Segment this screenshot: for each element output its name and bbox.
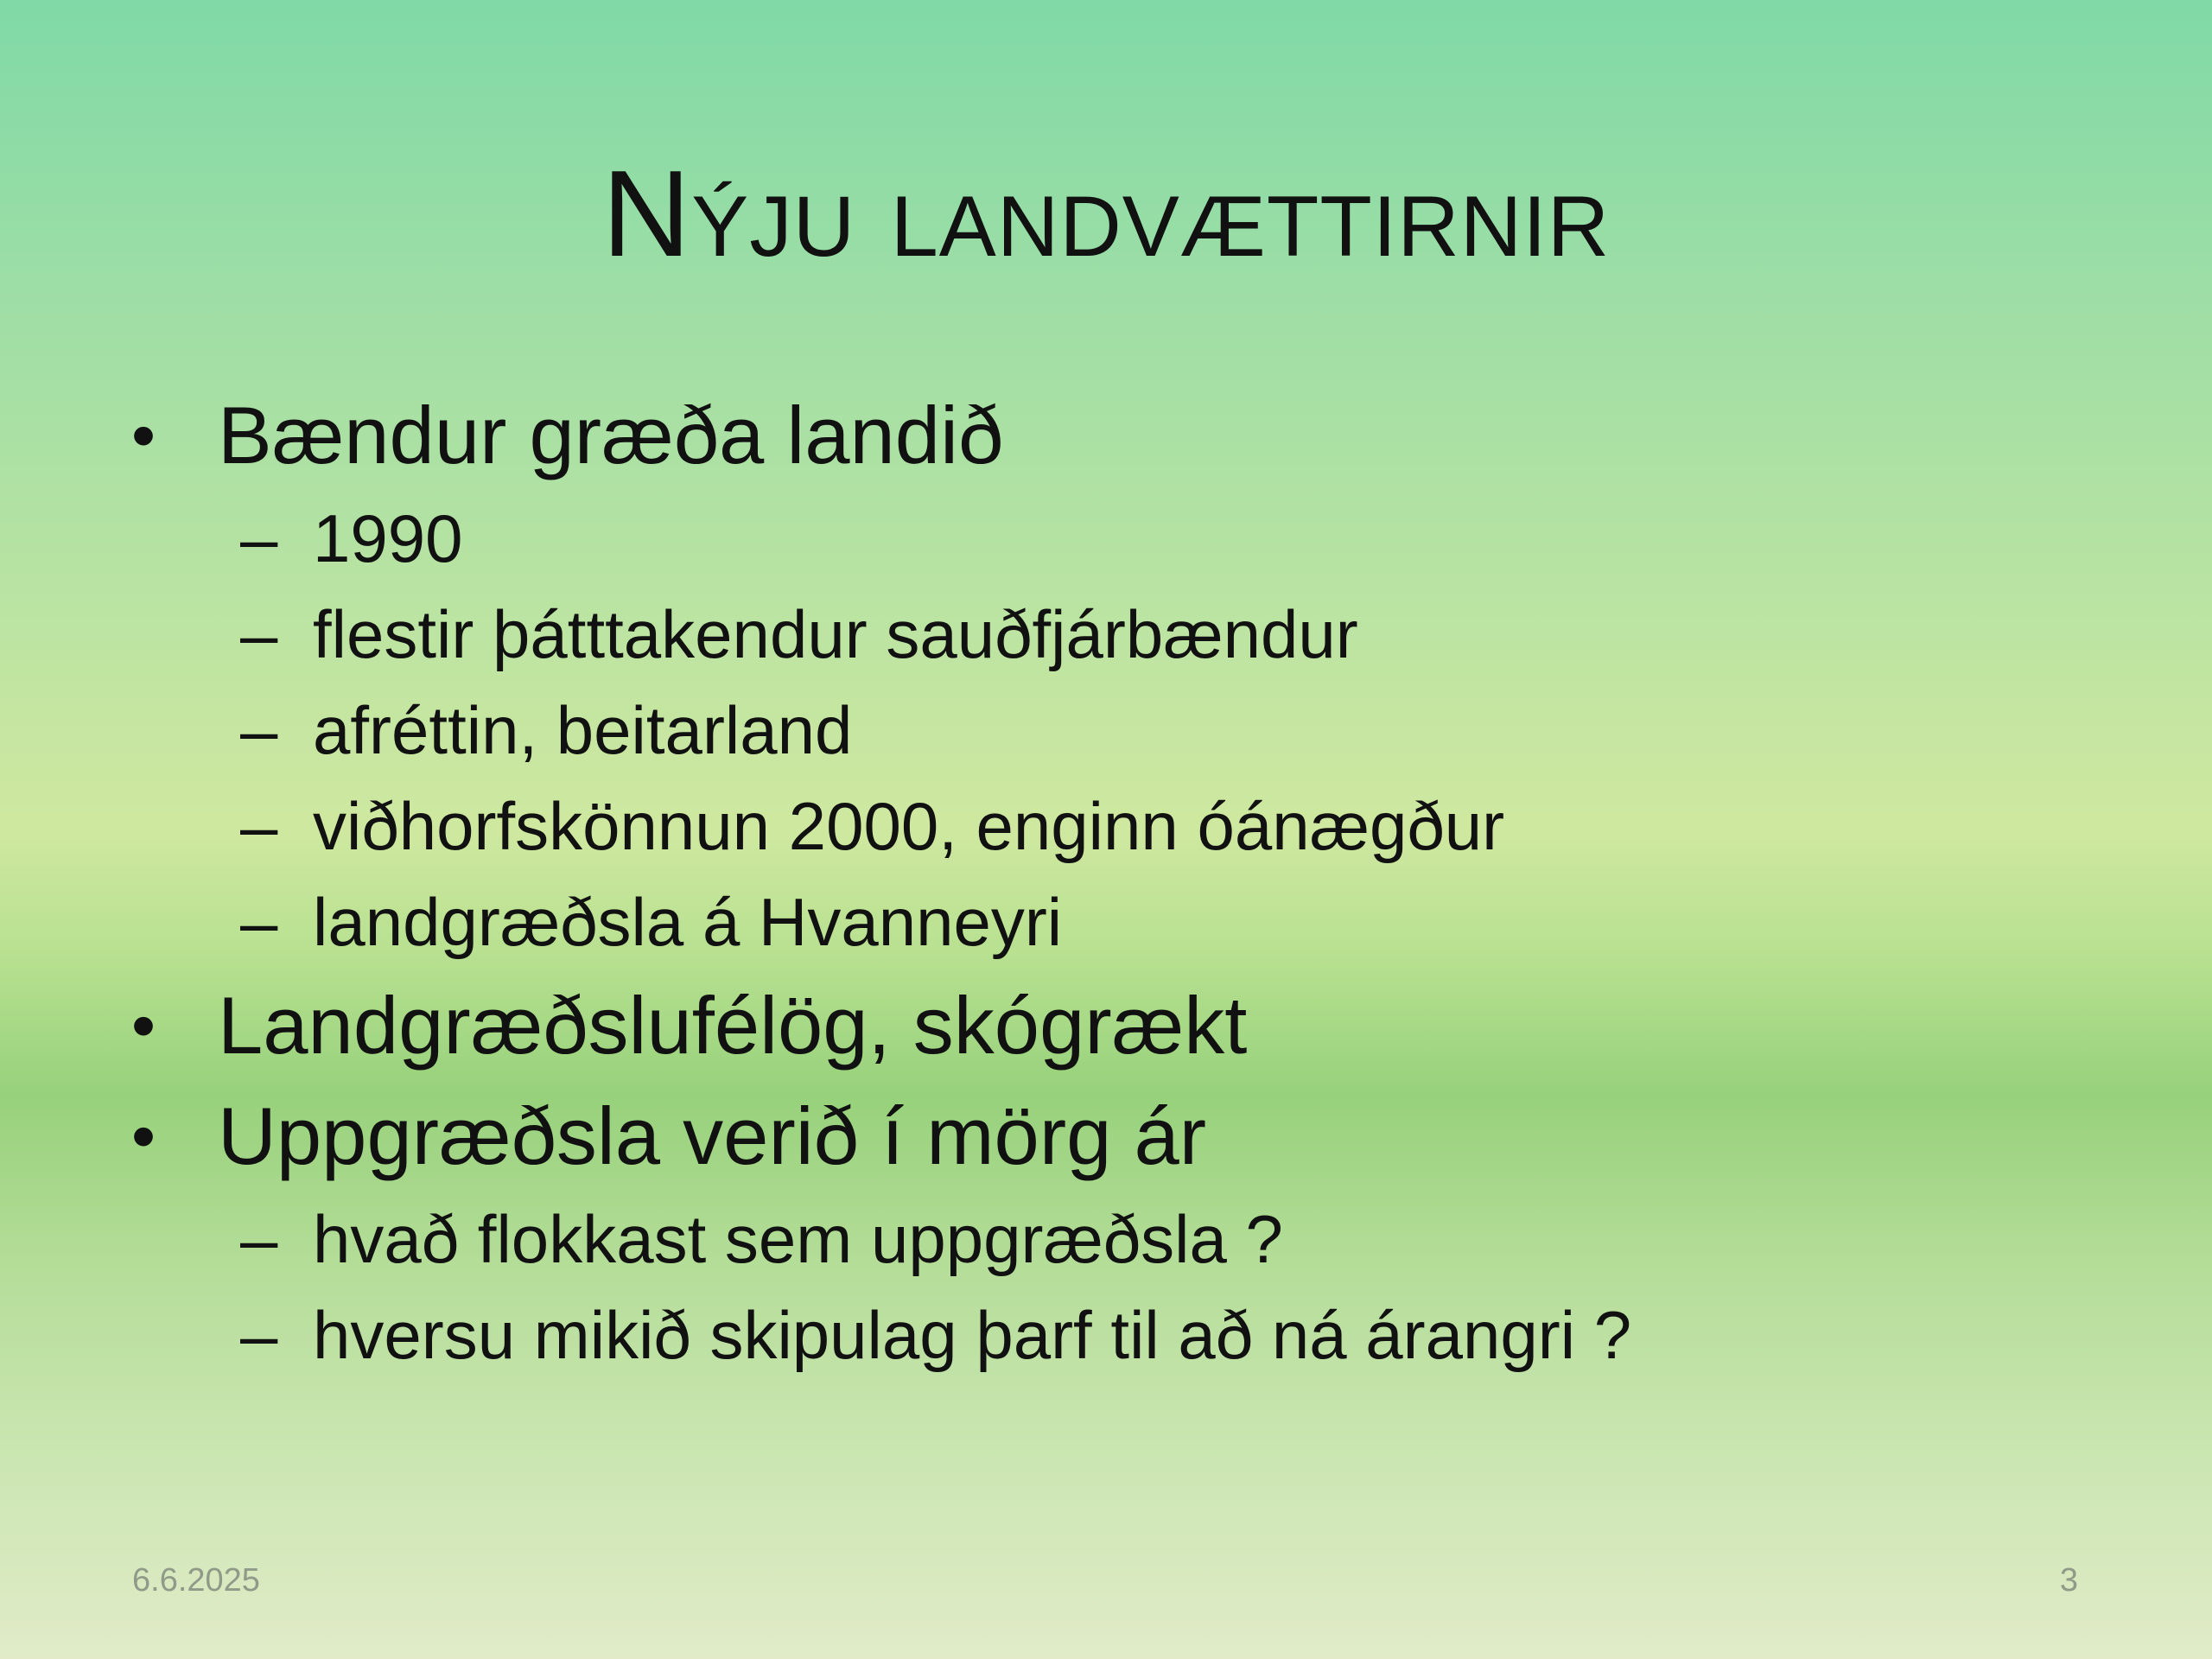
bullet-dot-icon: • xyxy=(131,1097,156,1174)
sub-bullet-item xyxy=(128,491,2098,587)
sub-bullet-text: afréttin, beitarland xyxy=(313,692,853,768)
sub-bullet-item xyxy=(128,1287,2098,1383)
dash-icon: – xyxy=(240,788,278,864)
bullet-dot-icon: • xyxy=(131,397,156,474)
sub-bullet-text: flestir þátttakendur sauðfjárbændur xyxy=(313,596,1358,672)
sub-bullet-text: 1990 xyxy=(313,500,463,576)
bullet-text: Uppgræðsla verið í mörg ár xyxy=(218,1090,1207,1181)
dash-icon: – xyxy=(240,692,278,768)
sub-bullet-item xyxy=(128,1192,2098,1287)
dash-icon: – xyxy=(240,1297,278,1373)
sub-bullet-item xyxy=(128,779,2098,874)
dash-icon: – xyxy=(240,596,278,672)
slide-title: Nýju landvættirnir xyxy=(601,145,1611,283)
dash-icon: – xyxy=(240,1201,278,1277)
bullet-list xyxy=(128,380,2098,1383)
sub-bullet-text: viðhorfskönnun 2000, enginn óánægður xyxy=(313,788,1505,864)
bullet-text: Bændur græða landið xyxy=(218,390,1004,480)
bullet-dot-icon: • xyxy=(131,987,156,1064)
dash-icon: – xyxy=(240,500,278,576)
sub-bullet-text: hversu mikið skipulag þarf til að ná árangri ? xyxy=(313,1297,1632,1373)
bullet-item xyxy=(128,970,2098,1081)
bullet-item xyxy=(128,380,2098,491)
slide-number: 3 xyxy=(2059,1562,2078,1599)
sub-bullet-text: hvað flokkast sem uppgræðsla ? xyxy=(313,1201,1283,1277)
bullet-text: Landgræðslufélög, skógrækt xyxy=(218,980,1248,1071)
sub-bullet-item xyxy=(128,587,2098,683)
sub-bullet-text: landgræðsla á Hvanneyri xyxy=(313,884,1063,960)
sub-bullet-item xyxy=(128,683,2098,779)
footer-date: 6.6.2025 xyxy=(132,1562,260,1599)
sub-bullet-item xyxy=(128,874,2098,970)
dash-icon: – xyxy=(240,884,278,960)
bullet-item xyxy=(128,1081,2098,1192)
